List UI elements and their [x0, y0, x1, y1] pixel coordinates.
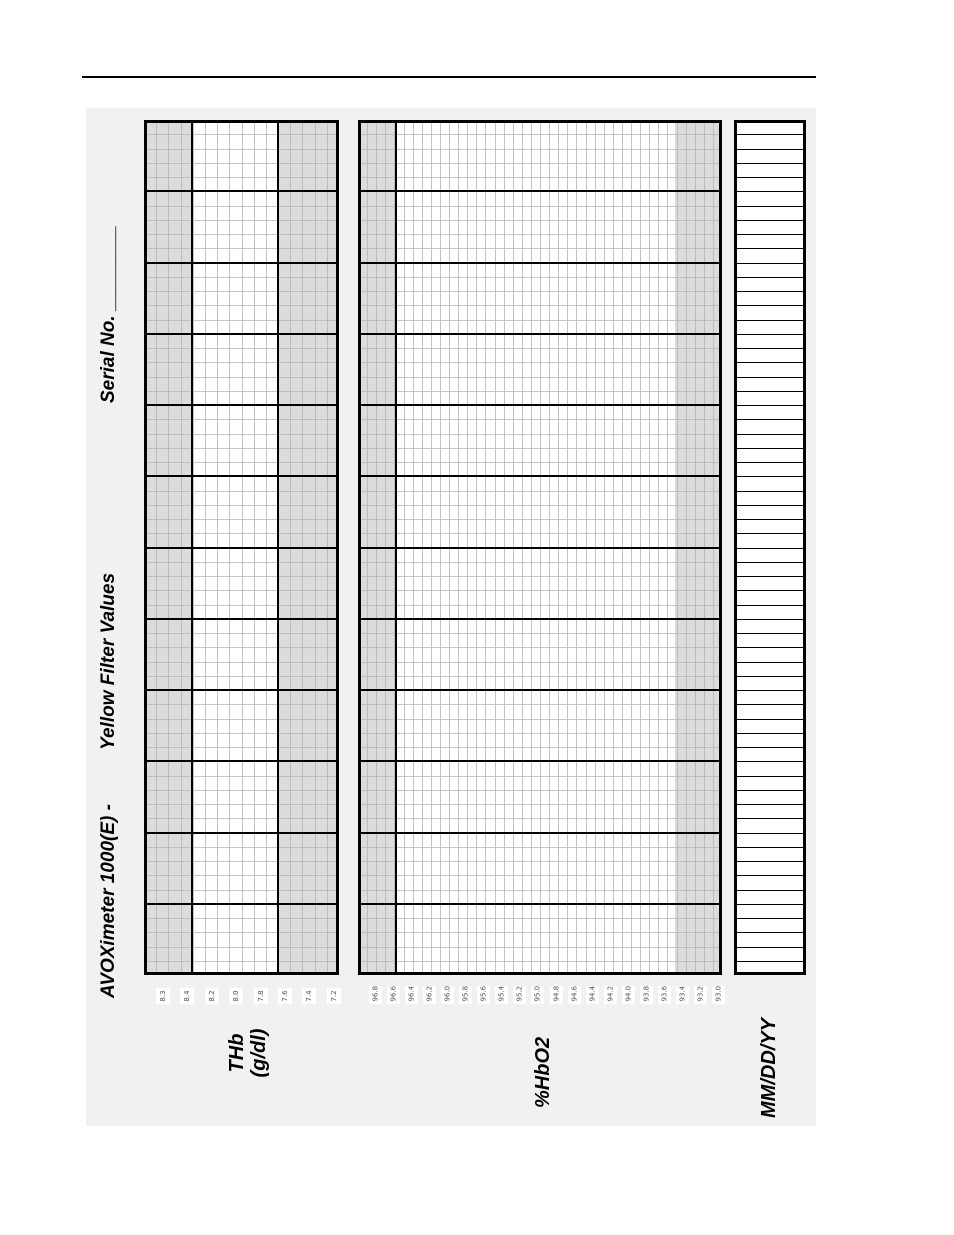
hbo2-axis-label: %HbO2 — [532, 1036, 554, 1108]
hbo2-grid — [358, 120, 722, 975]
hbo2-tick-label: 93.4 — [676, 986, 689, 1004]
hbo2-tick-label: 95.2 — [513, 986, 526, 1004]
hbo2-tick-label: 94.8 — [550, 986, 563, 1004]
thb-grid — [144, 120, 339, 975]
hbo2-tick-label: 94.4 — [586, 986, 599, 1004]
hbo2-tick-label: 93.0 — [712, 986, 725, 1004]
hbo2-tick-label: 95.0 — [531, 986, 544, 1004]
thb-tick-label: 8.4 — [180, 988, 194, 1004]
panel-border — [736, 122, 805, 974]
thb-axis-label-line2: (g/dl) — [248, 1028, 270, 1078]
thb-tick-label: 8.0 — [229, 988, 243, 1004]
thb-tick-label: 7.8 — [254, 988, 268, 1004]
thb-tick-label: 8.3 — [156, 988, 170, 1004]
filter-title: Yellow Filter Values — [98, 572, 119, 750]
thb-tick-label: 8.2 — [205, 988, 219, 1004]
hbo2-tick-label: 96.8 — [369, 986, 382, 1004]
thb-tick-label: 7.2 — [327, 988, 341, 1004]
hbo2-tick-label: 93.2 — [694, 986, 707, 1004]
hbo2-tick-label: 94.6 — [568, 986, 581, 1004]
hbo2-tick-label: 96.6 — [387, 986, 400, 1004]
hbo2-tick-label: 94.0 — [622, 986, 635, 1004]
serial-number-label: Serial No. ________ — [98, 225, 119, 403]
hbo2-tick-label: 95.8 — [459, 986, 472, 1004]
hbo2-tick-label: 93.8 — [640, 986, 653, 1004]
thb-tick-label: 7.6 — [278, 988, 292, 1004]
date-column-label: MM/DD/YY — [758, 1018, 780, 1118]
hbo2-tick-label: 95.6 — [477, 986, 490, 1004]
header-rule — [82, 76, 816, 78]
date-entry-column — [734, 120, 806, 975]
hbo2-tick-label: 94.2 — [604, 986, 617, 1004]
thb-axis-label-line1: THb — [226, 1033, 248, 1073]
chart-title: AVOXimeter 1000(E) - — [98, 804, 119, 998]
hbo2-tick-label: 95.4 — [495, 986, 508, 1004]
thb-tick-label: 7.4 — [302, 988, 316, 1004]
hbo2-tick-label: 96.0 — [441, 986, 454, 1004]
hbo2-tick-label: 96.4 — [405, 986, 418, 1004]
hbo2-tick-label: 93.6 — [658, 986, 671, 1004]
hbo2-tick-label: 96.2 — [423, 986, 436, 1004]
thb-axis-label — [226, 1008, 270, 1098]
